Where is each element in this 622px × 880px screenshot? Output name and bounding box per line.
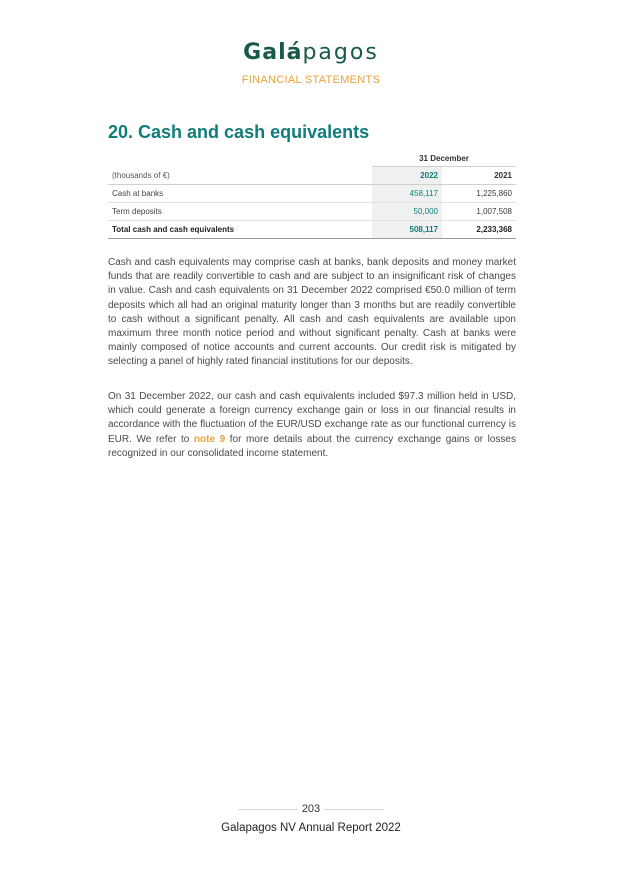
table-group-header-row [108,150,516,167]
table-group-spacer [108,150,372,167]
logo-text-bold: Galá [243,40,303,65]
column-header-2022: 2022 [372,167,442,185]
cash-table [108,150,516,239]
company-logo [0,40,622,66]
row-label: Term deposits [108,203,372,221]
total-label: Total cash and cash equivalents [108,221,372,239]
value-2021: 1,007,508 [442,203,516,221]
footer-report-title: Galapagos NV Annual Report 2022 [221,822,401,834]
value-2022: 50,000 [372,203,442,221]
table-header-row [108,167,516,185]
page-number: 203 [301,803,321,815]
paragraph-cash-description: Cash and cash equivalents may comprise cash at banks, bank deposits and money market funds that are readily convertible to cash and are subject to an insignificant risk of changes in value. Cash and cash equivalents on 31 December 2022 comprised €50.0 million of term deposits which all had an original maturity longer than 3 months but are readily convertible to cash without a significant penalty. All cash and cash equivalents are available upon maximum three month notice period and without significant penalty. Cash at banks were mainly composed of notice accounts and current accounts. Our credit risk is mitigated by selecting a panel of highly rated financial institutions for our deposits. [108,257,516,368]
unit-label: (thousands of €) [108,167,372,185]
table-row [108,185,516,203]
total-value-2022: 508,117 [372,221,442,239]
paragraph-currency-text-end: for more details about the currency exchange gains or losses recognized in our consolidated income statement. [108,433,516,459]
table-group-header: 31 December [372,150,516,167]
paragraph-currency [108,390,516,461]
section-label: FINANCIAL STATEMENTS [241,74,381,86]
value-2021: 1,225,860 [442,185,516,203]
logo-text-light: pagos [302,40,379,65]
value-2022: 458,117 [372,185,442,203]
note-9-link[interactable]: note 9 [193,433,226,445]
table-row [108,203,516,221]
page-title: 20. Cash and cash equivalents [108,122,370,142]
table-total-row [108,221,516,239]
paragraph-currency-text: On 31 December 2022, our cash and cash equivalents included $97.3 million held in USD, which could generate a foreign currency exchange gain or loss in our financial results in accordance with the fluctuation of the EUR/USD exchange rate as our functional currency is EUR. We refer to [108,391,516,445]
row-label: Cash at banks [108,185,372,203]
total-value-2021: 2,233,368 [442,221,516,239]
column-header-2021: 2021 [442,167,516,185]
